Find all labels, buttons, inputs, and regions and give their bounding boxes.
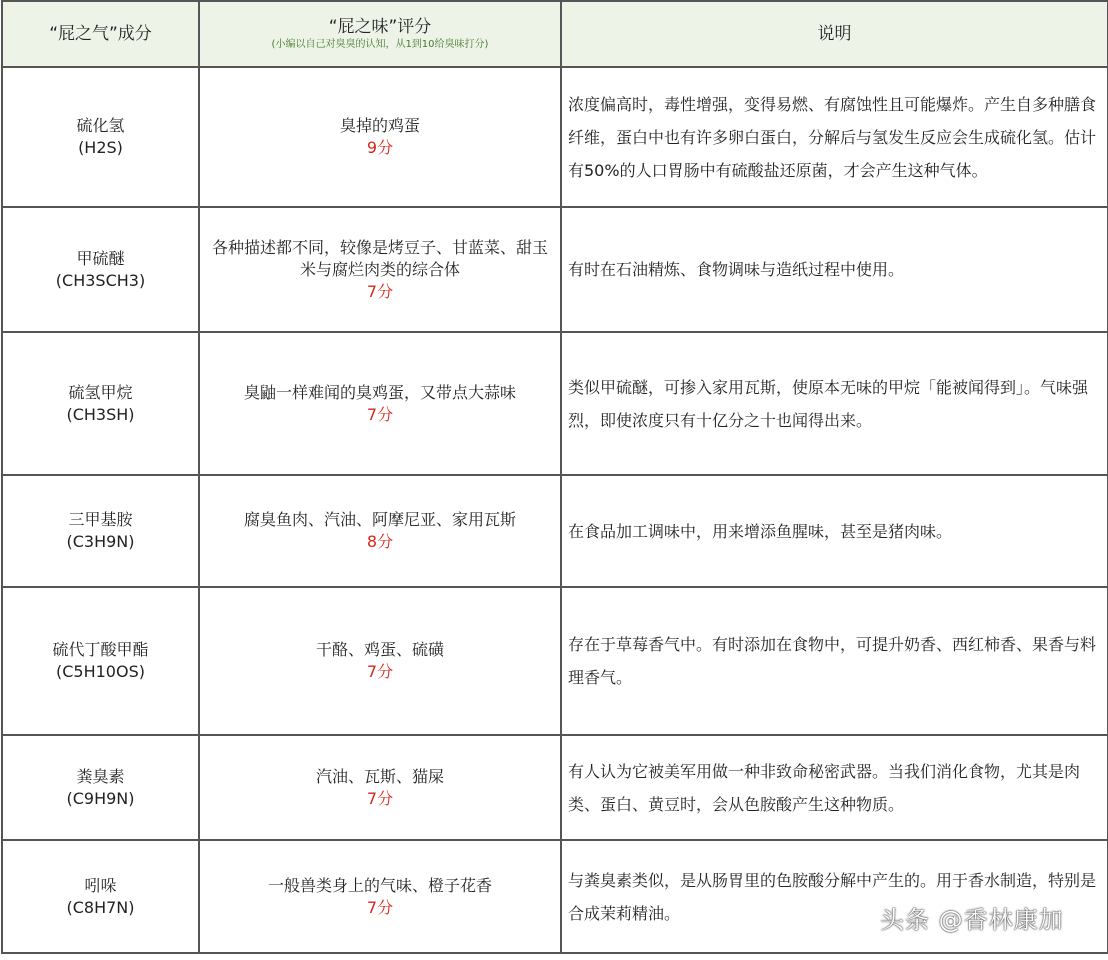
smell-score: 9分 [366, 138, 394, 157]
description-cell: 类似甲硫醚，可掺入家用瓦斯，使原本无味的甲烷「能被闻得到」。气味强烈，即使浓度只有十亿分之十也闻得出来。 [561, 332, 1108, 475]
component-formula: (CH3SCH3) [55, 270, 146, 290]
table-row [2, 332, 1108, 475]
smell-cell [199, 67, 561, 207]
smell-text: 干酪、鸡蛋、硫磺 [315, 640, 444, 659]
header-score [199, 1, 561, 67]
smell-score: 7分 [366, 788, 394, 808]
component-formula: (CH3SH) [66, 404, 135, 424]
table-row [2, 587, 1108, 735]
table-row [2, 67, 1108, 207]
component-cell [2, 840, 199, 953]
header-score-title: “屁之味”评分 [328, 17, 432, 37]
component-formula: (C8H7N) [66, 897, 135, 917]
component-cell [2, 67, 199, 207]
component-name: 硫化氢 [76, 116, 125, 135]
table-row [2, 840, 1108, 953]
smell-cell [199, 207, 561, 332]
smell-text: 一般兽类身上的气味、橙子花香 [267, 875, 492, 895]
description-cell: 在食品加工调味中，用来增添鱼腥味，甚至是猪肉味。 [561, 475, 1108, 587]
component-name: 三甲基胺 [68, 510, 133, 529]
component-cell [2, 207, 199, 332]
smell-text: 腐臭鱼肉、汽油、阿摩尼亚、家用瓦斯 [243, 510, 516, 529]
watermark: 头条 @香林康加 [880, 906, 1064, 934]
component-name: 粪臭素 [76, 766, 125, 786]
component-cell [2, 332, 199, 475]
component-formula: (H2S) [78, 138, 123, 157]
smell-cell [199, 840, 561, 953]
component-name: 硫代丁酸甲酯 [52, 640, 149, 659]
description-cell: 与粪臭素类似，是从肠胃里的色胺酸分解中产生的。用于香水制造，特别是合成茉莉精油。 [561, 840, 1108, 953]
smell-score: 8分 [366, 532, 394, 551]
component-cell [2, 475, 199, 587]
description-cell: 有人认为它被美军用做一种非致命秘密武器。当我们消化食物，尤其是肉类、蛋白、黄豆时，会从色胺酸产生这种物质。 [561, 735, 1108, 840]
smell-cell [199, 735, 561, 840]
component-formula: (C9H9N) [66, 788, 135, 808]
component-name: 吲哚 [84, 875, 117, 895]
smell-cell [199, 332, 561, 475]
smell-text: 臭鼬一样难闻的臭鸡蛋，又带点大蒜味 [243, 382, 516, 402]
component-cell [2, 587, 199, 735]
description-cell: 存在于草莓香气中。有时添加在食物中，可提升奶香、西红柿香、果香与料理香气。 [561, 587, 1108, 735]
header-description: 说明 [561, 1, 1108, 67]
table-row [2, 735, 1108, 840]
smell-score: 7分 [366, 897, 394, 917]
smell-text: 汽油、瓦斯、猫屎 [315, 766, 444, 786]
table-header-row [2, 1, 1108, 67]
description-cell: 有时在石油精炼、食物调味与造纸过程中使用。 [561, 207, 1108, 332]
smell-text: 臭掉的鸡蛋 [339, 116, 420, 135]
component-formula: (C3H9N) [66, 532, 135, 551]
description-cell: 浓度偏高时，毒性增强，变得易燃、有腐蚀性且可能爆炸。产生自多种膳食纤维，蛋白中也有许多卵白蛋白，分解后与氢发生反应会生成硫化氢。估计有50%的人口胃肠中有硫酸盐还原菌，才会产生这种气体。 [561, 67, 1108, 207]
component-name: 硫氢甲烷 [68, 382, 133, 402]
component-formula: (C5H10OS) [56, 662, 145, 681]
smell-text: 各种描述都不同，较像是烤豆子、甘蓝菜、甜玉米与腐烂肉类的综合体 [211, 237, 548, 279]
smell-score: 7分 [366, 281, 394, 301]
smell-cell [199, 475, 561, 587]
table-row [2, 475, 1108, 587]
smell-score: 7分 [366, 404, 394, 424]
smell-cell [199, 587, 561, 735]
component-cell [2, 735, 199, 840]
header-component: “屁之气”成分 [2, 1, 199, 67]
fart-components-table [1, 0, 1108, 954]
table-row [2, 207, 1108, 332]
header-score-subtitle: (小编以自己对臭臭的认知，从1到10给臭味打分) [271, 39, 489, 50]
smell-score: 7分 [366, 662, 394, 681]
component-name: 甲硫醚 [76, 248, 125, 268]
